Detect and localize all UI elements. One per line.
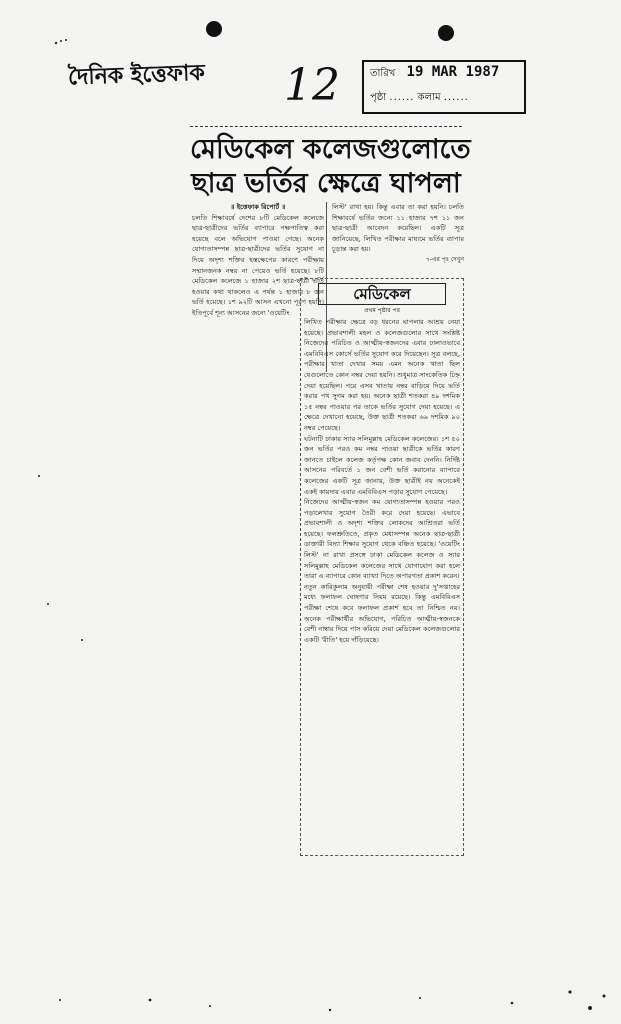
page-number: 12 bbox=[284, 60, 340, 111]
continuation-paragraph: লিখিত পরীক্ষার ক্ষেত্রে বড় ধরনের ঘাপলার আশ্রয় নেয়া হয়েছে। প্রভাবশালী মহল ও কলেজগুলোর সাথে সংশ্লিষ্ট নিজেদের পরিচিত ও আত্মীয়-স্বজনদের এবার ঢালাওভাবে এমবিবিএস কোর্সে ভর্তির সুযোগ করে দিয়েছেন। সূত্র বলছে, পরীক্ষার খাতা দেখার সময় এমন অনেক খাতা ছিল যেগুলোতে কোন নম্বর দেয়া হয়নি। শুধুমাত্র সাংকেতিক চিহ্ন দেয়া হয়েছিল। পরে এসব খাতায় নম্বর বাড়িয়ে দিয়ে ভর্তি করার পথ সুগম করা হয়। অনেক ছাত্রী শতকরা ৪৯ দশমিক ১৫ নম্বর পাওয়ার পর তাকে ভর্তির সুযোগ দেয়া হয়েছে। এ ক্ষেত্রে দেখানো হয়েছে, উক্ত ছাত্রী শতকরা ৬৯ দশমিক ৯০ নম্বর পেয়েছে। bbox=[304, 318, 460, 432]
continuation-from: প্রথম পৃষ্ঠার পর bbox=[364, 307, 400, 314]
newspaper-name: দৈনিক ইত্তেফাক bbox=[67, 60, 206, 91]
continuation-paragraph: নতুন কারিকুলাম অনুযায়ী পরীক্ষা শেষ হওয়ার দু'সপ্তাহের মধ্যে ফলাফল ঘোষণার নিয়ম রয়েছে। কিন্তু এমবিবিএস পরীক্ষা শেষে কবে ফলাফল প্রকাশ হবে তা নিশ্চিত নয়। অনেক পরীক্ষার্থীর অভিযোগ, পরিচিত আত্মীয়-স্বজনকে বেশী নাম্বার দিয়ে পাস করিয়ে দেয়া মেডিকেল কলেজগুলোর একটি 'রীতি' হয়ে দাঁড়িয়েছে। bbox=[304, 582, 460, 644]
stamp-column-label: কলাম bbox=[417, 92, 441, 103]
headline-line-2: ছাত্র ভর্তির ক্ষেত্রে ঘাপলা bbox=[191, 168, 461, 199]
stamp-page-dots: ...... bbox=[389, 92, 415, 103]
right-column-text: লিস্ট' রাখা হয়। কিন্তু এবার তা করা হয়নি। চলতি শিক্ষাবর্ষে ভর্তির জন্যে ১১ হাজার ৭শ ১১ জন ছাত্র-ছাত্রী আবেদন করেছিল। একটি সূত্র জানিয়েছে, লিখিত পরীক্ষার মাধ্যমে ভর্তির ব্যাপার চূড়ান্ত করা হয়। bbox=[332, 203, 464, 254]
left-column-text: চলতি শিক্ষাবর্ষে দেশের ৮টি মেডিকেল কলেজে ছাত্র-ছাত্রীদের ভর্তির ব্যাপারে পক্ষপাতিত্ব করা হয়েছে বলে অভিযোগ পাওয়া গেছে। অনেক যোগ্যতাসম্পন্ন ছাত্র-ছাত্রীদের ভর্তির সুযোগ না দিয়ে অদৃশ্য শক্তির হস্তক্ষেপের কারণে পরীক্ষায় সম্মানজনক নম্বর না পেয়েও ভর্তি হয়েছে। ৮টি মেডিকেল কলেজে ১ হাজার ২শ ছাত্র-ছাত্রী ভর্তি হওয়ার কথা থাকলেও এ পর্যন্ত ১ হাজার ৮ জন ভর্তি হয়েছে। ১শ ৯২টি আসন এখনো পূরণ হয়নি। ইতিপূর্বে শূন্য আসনের জন্যে 'ওয়েটিং bbox=[192, 213, 324, 317]
continuation-heading: মেডিকেল bbox=[318, 283, 446, 305]
stamp-date-value: 19 MAR 1987 bbox=[406, 64, 500, 80]
continuation-paragraph: নিজেদের আত্মীয়-স্বজন কম যোগ্যতাসম্পন্ন হওয়ার পরও পড়ালেখার সুযোগ তৈরী করে দেয়া হয়েছে। এভাবে প্রভাবশালী ও অদৃশ্য শক্তির লোকদের আশ্রিতরা ভর্তি হয়েছে। ফলশ্রুতিতে, প্রকৃত মেধাসম্পন্ন অনেক ছাত্র-ছাত্রী ডাক্তারী বিদ্যা শিক্ষার সুযোগ থেকে বঞ্চিত হয়েছে। 'ওয়েটিং লিস্ট' না রাখা প্রসঙ্গে ঢাকা মেডিকেল কলেজ ও স্যার সলিমুল্লাহ মেডিকেল কলেজের সাথে যোগাযোগ করা হলে তারা এ ব্যাপারে কোন ব্যাখ্যা দিতে অপারগতা প্রকাশ করেন। bbox=[304, 498, 460, 581]
continued-note: ৭-এর পৃঃ দেখুন bbox=[425, 255, 464, 263]
byline: ॥ ইত্তেফাক রিপোর্ট ॥ bbox=[230, 203, 286, 211]
stamp-date-label: তারিখ bbox=[370, 68, 396, 79]
stamp-column-dots: ...... bbox=[443, 92, 469, 103]
headline-line-1: মেডিকেল কলেজগুলোতে bbox=[190, 134, 471, 165]
continuation-paragraph: ঘটনাটি ঢাকার স্যার সলিমুল্লাহ মেডিকেল কলেজের। ১শ ৫০ জন ভর্তির পরও কম নম্বর পাওয়া ছাত্রীকে ভর্তির কারণ জানতে চাইলে কলেজ কর্তৃপক্ষ কোন জবাব দেননি। নির্দিষ্ট আসনের পরিবর্তে ১ জন বেশী ভর্তি করানোর ব্যাপারে কলেজের একটি সূত্র জানায়, উক্ত ছাত্রীই নয় অনেকেই একই কায়দায় এবার এমবিবিএস পড়ার সুযোগ পেয়েছে। bbox=[304, 434, 460, 496]
stamp-page-label: পৃষ্ঠা bbox=[370, 92, 387, 103]
